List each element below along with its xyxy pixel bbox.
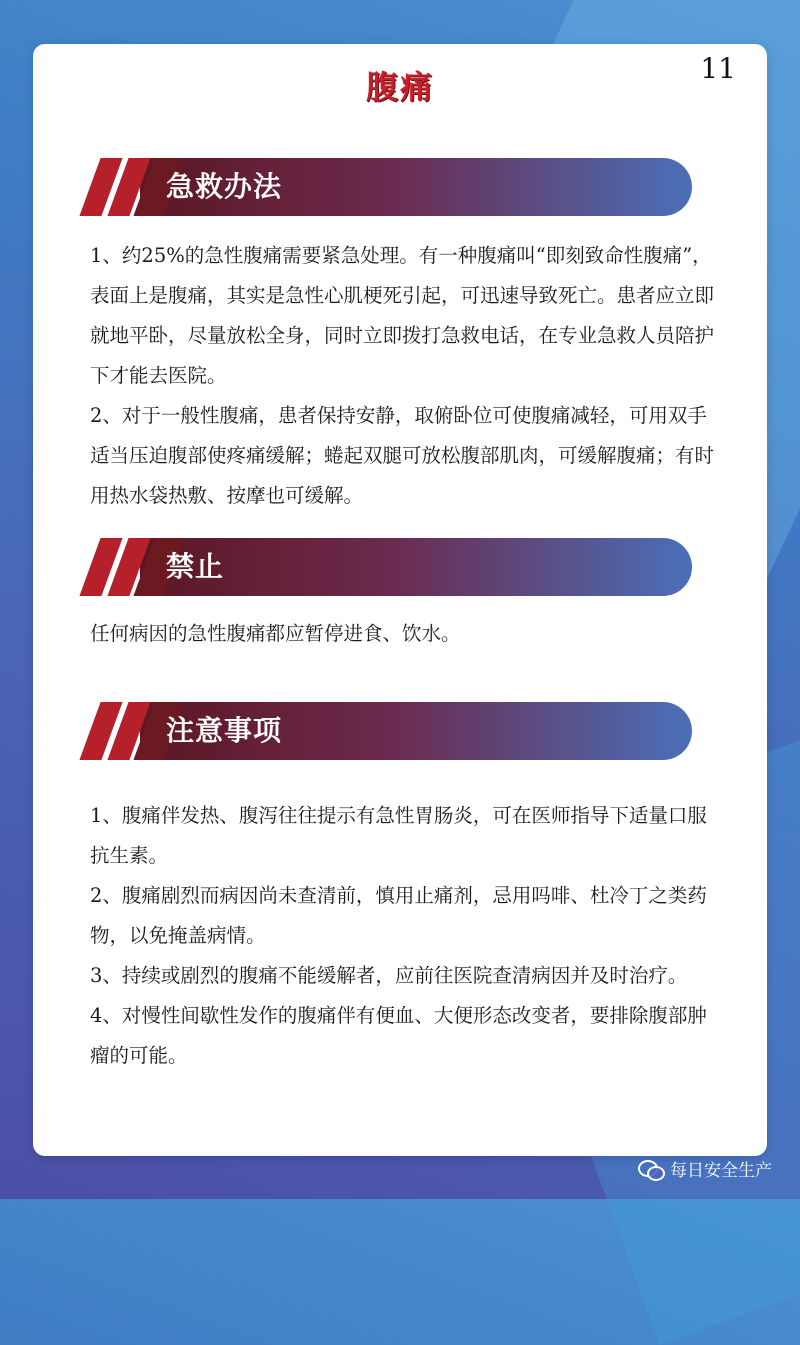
section-body-first-aid [90,236,720,516]
paragraph: 1、约25%的急性腹痛需要紧急处理。有一种腹痛叫“即刻致命性腹痛”，表面上是腹痛，其实是急性心肌梗死引起，可迅速导致死亡。患者应立即就地平卧，尽量放松全身，同时立即拨打急救电话，在专业急救人员陪护下才能去医院。 [90,244,715,387]
paragraph: 2、腹痛剧烈而病因尚未查清前，慎用止痛剂，忌用吗啡、杜冷丁之类药物，以免掩盖病情。 [90,884,707,947]
paragraph: 3、持续或剧烈的腹痛不能缓解者，应前往医院查清病因并及时治疗。 [90,964,688,987]
page-title: 腹痛 [365,68,434,106]
paragraph: 4、对慢性间歇性发作的腹痛伴有便血、大便形态改变者，要排除腹部肿瘤的可能。 [90,1004,707,1067]
footer-watermark [638,1156,772,1181]
section-body-prohibited [90,614,720,654]
section-heading: 急救办法 [166,170,283,203]
wechat-icon [638,1158,664,1180]
footer-account-name: 每日安全生产 [670,1161,772,1181]
page-number: 11 [700,52,736,85]
paragraph: 任何病因的急性腹痛都应暂停进食、饮水。 [90,622,461,645]
section-heading: 注意事项 [166,714,283,747]
section-banner-first-aid [80,158,692,216]
section-heading: 禁止 [166,550,225,583]
section-banner-prohibited [80,538,692,596]
section-banner-notes [80,702,692,760]
paragraph: 1、腹痛伴发热、腹泻往往提示有急性胃肠炎，可在医师指导下适量口服抗生素。 [90,804,707,867]
paragraph: 2、对于一般性腹痛，患者保持安静，取俯卧位可使腹痛减轻，可用双手适当压迫腹部使疼痛缓解；蜷起双腿可放松腹部肌肉，可缓解腹痛；有时用热水袋热敷、按摩也可缓解。 [90,404,715,507]
section-body-notes [90,796,720,1076]
